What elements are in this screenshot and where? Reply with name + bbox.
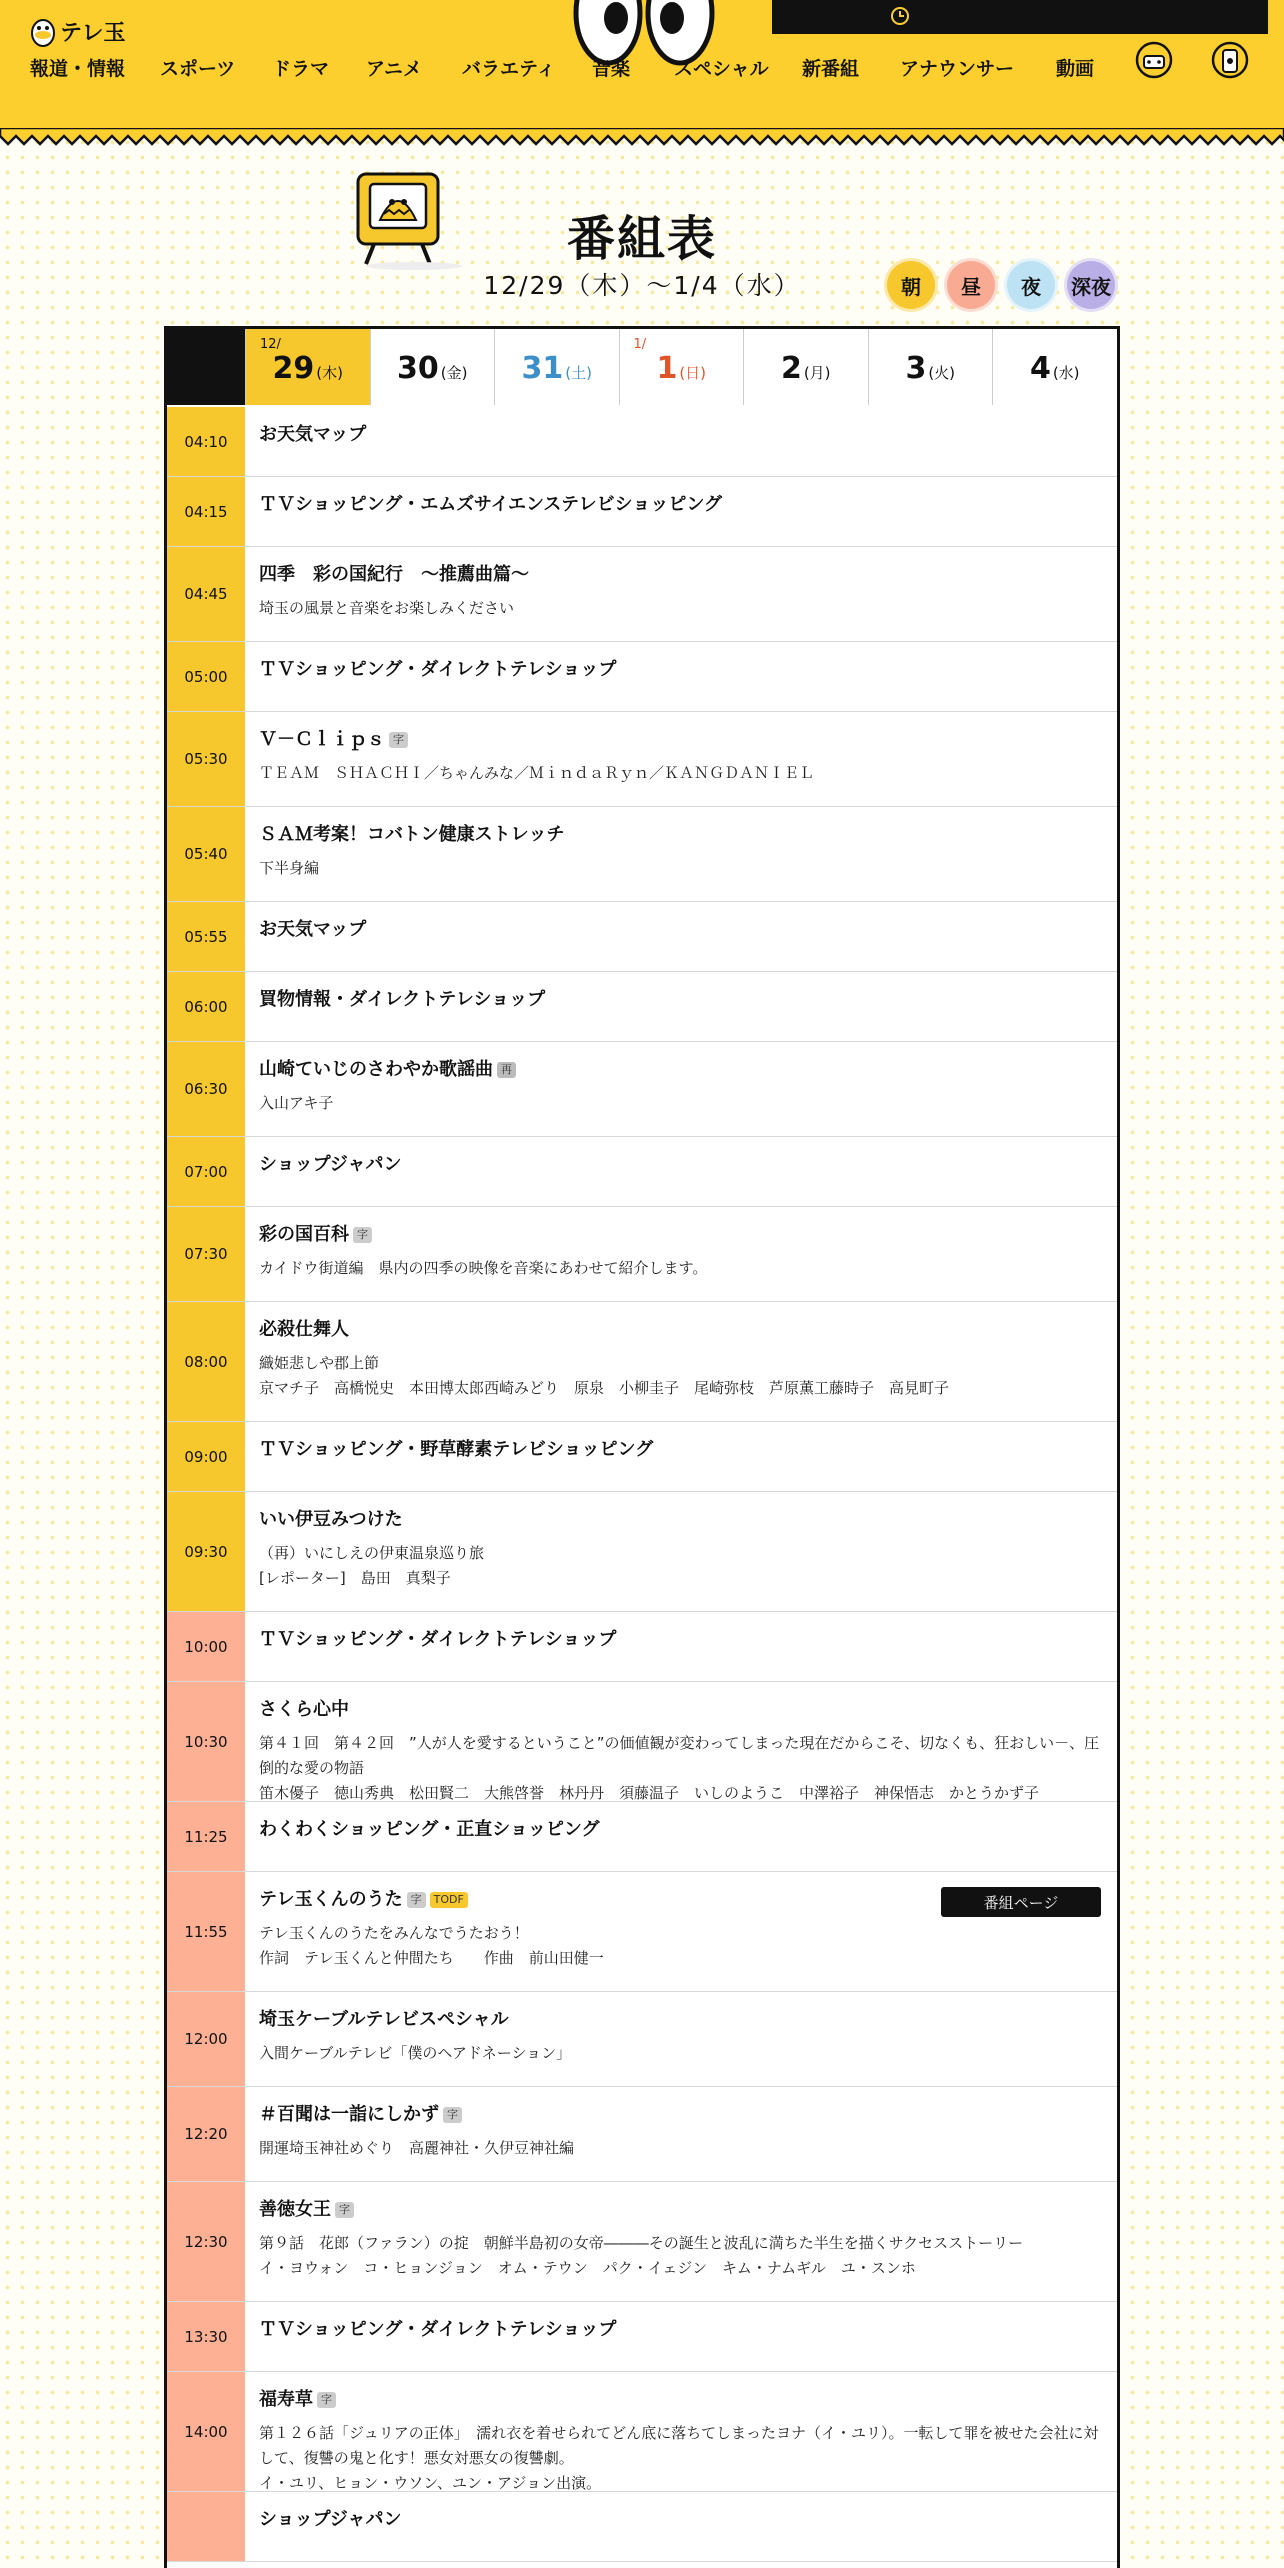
program-description: 下半身編 bbox=[259, 859, 320, 877]
program-title-line bbox=[259, 1224, 1103, 1246]
day-weekday: (土) bbox=[565, 364, 592, 382]
program-title-line bbox=[259, 2009, 1103, 2031]
program-title[interactable]: ＴＶショッピング・野草酵素テレビショッピング bbox=[259, 1439, 654, 1460]
program-row[interactable] bbox=[167, 1207, 1117, 1302]
program-title-line bbox=[259, 729, 1103, 751]
program-title[interactable]: 四季 彩の国紀行 ～推薦曲篇～ bbox=[259, 564, 529, 585]
program-description: 入山アキ子 bbox=[259, 1094, 334, 1112]
program-title-line bbox=[259, 1629, 1103, 1651]
program-description: 開運埼玉神社めぐり 高麗神社・久伊豆神社編 bbox=[259, 2139, 575, 2157]
day-number-wrap bbox=[246, 351, 370, 386]
program-info bbox=[259, 1509, 1103, 1591]
day-weekday: (水) bbox=[1052, 364, 1080, 382]
nav-music[interactable]: 音楽 bbox=[592, 58, 631, 80]
day-weekday: (月) bbox=[803, 364, 831, 382]
program-title[interactable]: 必殺仕舞人 bbox=[259, 1319, 349, 1340]
nav-anime[interactable]: アニメ bbox=[366, 58, 423, 80]
program-time: 09:00 bbox=[167, 1422, 245, 1491]
program-title[interactable]: Ｖ－Ｃｌｉｐｓ bbox=[259, 729, 385, 750]
program-title-line bbox=[259, 2199, 1103, 2221]
program-row[interactable] bbox=[167, 1302, 1117, 1422]
program-title-line bbox=[259, 424, 1103, 446]
program-row[interactable] bbox=[167, 1492, 1117, 1612]
program-title[interactable]: ＴＶショッピング・ダイレクトテレショップ bbox=[259, 2319, 617, 2340]
program-description: [レポーター] 島田 真梨子 bbox=[259, 1569, 451, 1587]
program-title[interactable]: ショップジャパン bbox=[259, 2509, 402, 2530]
program-title[interactable]: 埼玉ケーブルテレビスペシャル bbox=[259, 2009, 509, 2030]
logo[interactable] bbox=[30, 14, 126, 48]
tele-tama-data-icon[interactable] bbox=[1210, 40, 1250, 80]
nav-news[interactable]: 報道・情報 bbox=[30, 58, 126, 80]
program-row[interactable] bbox=[167, 1992, 1117, 2087]
program-title[interactable]: 彩の国百科 bbox=[259, 1224, 349, 1245]
morning-button[interactable]: 朝 bbox=[884, 258, 938, 312]
day-number: 1 bbox=[656, 351, 678, 386]
program-title[interactable]: わくわくショッピング・正直ショッピング bbox=[259, 1819, 600, 1840]
program-description: 埼玉の風景と音楽をお楽しみください bbox=[259, 599, 515, 617]
program-row[interactable] bbox=[167, 1612, 1117, 1682]
program-row[interactable] bbox=[167, 477, 1117, 547]
program-info bbox=[259, 1439, 1103, 1471]
clock-icon bbox=[890, 6, 910, 30]
program-info bbox=[259, 424, 1103, 456]
program-time: 11:25 bbox=[167, 1802, 245, 1871]
program-page-button[interactable]: 番組ページ bbox=[941, 1887, 1101, 1917]
program-row[interactable] bbox=[167, 1137, 1117, 1207]
day-number-wrap bbox=[744, 351, 868, 386]
program-tag: TODF bbox=[430, 1892, 468, 1908]
program-title[interactable]: 福寿草 bbox=[259, 2389, 313, 2410]
noon-button[interactable]: 昼 bbox=[944, 258, 998, 312]
day-weekday: (木) bbox=[316, 364, 343, 382]
program-description: 京マチ子 高橋悦史 本田博太郎西崎みどり 原泉 小柳圭子 尾崎弥枝 芦原薫工藤時子 高見町子 bbox=[259, 1379, 950, 1397]
program-time: 07:00 bbox=[167, 1137, 245, 1206]
program-description: 笛木優子 徳山秀典 松田賢二 大熊啓誉 林丹丹 須藤温子 いしのようこ 中澤裕子 神保悟志 かとうかず子 bbox=[259, 1784, 1040, 1802]
program-schedule-table bbox=[164, 326, 1120, 2568]
program-row[interactable] bbox=[167, 547, 1117, 642]
day-number-wrap bbox=[620, 351, 744, 386]
site-header bbox=[0, 0, 1284, 136]
day-tabs bbox=[167, 329, 1117, 405]
program-description: 作詞 テレ玉くんと仲間たち 作曲 前山田健一 bbox=[259, 1949, 604, 1967]
program-info bbox=[259, 2199, 1103, 2281]
day-tab-1[interactable] bbox=[619, 329, 744, 405]
nav-videos[interactable]: 動画 bbox=[1056, 58, 1095, 80]
program-time: 05:00 bbox=[167, 642, 245, 711]
program-title[interactable]: ＴＶショッピング・ダイレクトテレショップ bbox=[259, 1629, 617, 1650]
main-nav bbox=[0, 54, 1110, 84]
program-row[interactable] bbox=[167, 2302, 1117, 2372]
day-number-wrap bbox=[869, 351, 993, 386]
program-row[interactable] bbox=[167, 2372, 1117, 2492]
program-description: （再）いにしえの伊東温泉巡り旅 bbox=[259, 1544, 485, 1562]
program-description: イ・ユリ、ヒョン・ウソン、ユン・アジョン出演。 bbox=[259, 2474, 602, 2492]
day-number-wrap bbox=[993, 351, 1117, 386]
program-title[interactable]: ショップジャパン bbox=[259, 1154, 402, 1175]
program-info bbox=[259, 1154, 1103, 1186]
program-title-line bbox=[259, 919, 1103, 941]
program-title-line bbox=[259, 1319, 1103, 1341]
program-title-line bbox=[259, 564, 1103, 586]
table-corner bbox=[167, 329, 245, 405]
program-title-line bbox=[259, 2509, 1103, 2531]
program-info bbox=[259, 1699, 1103, 1806]
day-weekday: (金) bbox=[440, 364, 468, 382]
program-time: 05:55 bbox=[167, 902, 245, 971]
day-number: 4 bbox=[1029, 351, 1051, 386]
program-info bbox=[259, 824, 1103, 881]
day-tab-2[interactable] bbox=[743, 329, 868, 405]
program-title[interactable]: さくら心中 bbox=[259, 1699, 349, 1720]
program-tag: 字 bbox=[389, 732, 408, 748]
program-title-line bbox=[259, 1509, 1103, 1531]
program-title-line bbox=[259, 659, 1103, 681]
program-info bbox=[259, 989, 1103, 1021]
program-title-line bbox=[259, 1699, 1103, 1721]
program-title-line bbox=[259, 2104, 1103, 2126]
program-title[interactable]: ＴＶショッピング・エムズサイエンステレビショッピング bbox=[259, 494, 722, 515]
program-row[interactable] bbox=[167, 1872, 1117, 1992]
program-tag: 字 bbox=[443, 2107, 462, 2123]
program-time: 13:30 bbox=[167, 2302, 245, 2371]
nav-sports[interactable]: スポーツ bbox=[160, 58, 236, 80]
program-description: 第９話 花郎（ファラン）の掟 朝鮮半島初の女帝―――その誕生と波乱に満ちた半生を描くサクセスストーリー bbox=[259, 2234, 1024, 2252]
program-info bbox=[259, 2389, 1103, 2496]
program-row[interactable] bbox=[167, 1802, 1117, 1872]
program-description: イ・ヨウォン コ・ヒョンジョン オム・テウン パク・イェジン キム・ナムギル ユ・スンホ bbox=[259, 2259, 916, 2277]
program-time: 04:15 bbox=[167, 477, 245, 546]
top-info-bar bbox=[772, 0, 1268, 34]
program-description: ＴＥＡＭ ＳＨＡＣＨＩ／ちゃんみな／ＭｉｎｄａＲｙｎ／ＫＡＮＧＤＡＮＩＥＬ bbox=[259, 764, 815, 782]
program-title-line bbox=[259, 2389, 1103, 2411]
program-time: 07:30 bbox=[167, 1207, 245, 1301]
day-number: 30 bbox=[397, 351, 439, 386]
day-weekday: (火) bbox=[928, 364, 956, 382]
program-info bbox=[259, 2509, 1103, 2541]
day-tab-3[interactable] bbox=[868, 329, 993, 405]
program-title[interactable]: いい伊豆みつけた bbox=[259, 1509, 403, 1530]
logo-text: テレ玉 bbox=[60, 20, 126, 46]
program-description: 織姫悲しや郡上節 bbox=[259, 1354, 380, 1372]
program-time: 14:00 bbox=[167, 2372, 245, 2491]
program-time: 12:20 bbox=[167, 2087, 245, 2181]
program-time bbox=[167, 2492, 245, 2561]
program-info bbox=[259, 2104, 1103, 2161]
program-row[interactable] bbox=[167, 972, 1117, 1042]
program-info bbox=[259, 1629, 1103, 1661]
program-info bbox=[259, 919, 1103, 951]
day-tab-31[interactable] bbox=[494, 329, 619, 405]
program-title-line bbox=[259, 824, 1103, 846]
program-info bbox=[259, 1819, 1103, 1851]
program-title-line bbox=[259, 1059, 1103, 1081]
program-description: テレ玉くんのうたをみんなでうたおう！ bbox=[259, 1924, 529, 1942]
program-info bbox=[259, 1059, 1103, 1116]
day-number: 29 bbox=[272, 351, 315, 386]
program-description: カイドウ街道編 県内の四季の映像を音楽にあわせて紹介します。 bbox=[259, 1259, 708, 1277]
program-title-line bbox=[259, 494, 1103, 516]
program-tag: 字 bbox=[353, 1227, 372, 1243]
program-row[interactable] bbox=[167, 807, 1117, 902]
tele-tama-mascot-icon bbox=[30, 14, 56, 48]
day-tab-30[interactable] bbox=[370, 329, 495, 405]
program-row[interactable] bbox=[167, 1682, 1117, 1802]
day-weekday: (日) bbox=[679, 364, 707, 382]
program-time: 12:00 bbox=[167, 1992, 245, 2086]
program-title-line bbox=[259, 2319, 1103, 2341]
night-button[interactable]: 夜 bbox=[1004, 258, 1058, 312]
program-description: 第４１回 第４２回 ”人が人を愛するということ”の価値観が変わってしまった現在だからこそ、切なくも、狂おしい－、圧倒的な愛の物語 bbox=[259, 1734, 1100, 1777]
program-title[interactable]: テレ玉くんのうた bbox=[259, 1889, 403, 1910]
program-time: 08:00 bbox=[167, 1302, 245, 1421]
nav-announcers[interactable]: アナウンサー bbox=[900, 58, 1015, 80]
day-number: 31 bbox=[521, 351, 564, 386]
program-row[interactable] bbox=[167, 2182, 1117, 2302]
page-title: 番組表 bbox=[566, 211, 717, 267]
day-tab-29[interactable] bbox=[245, 329, 370, 405]
day-month: 12/ bbox=[260, 337, 281, 352]
tele-tama-app-icon[interactable] bbox=[1134, 40, 1174, 80]
program-title[interactable]: お天気マップ bbox=[259, 424, 367, 445]
program-info bbox=[259, 494, 1103, 526]
program-tag: 再 bbox=[497, 1062, 516, 1078]
day-month: 1/ bbox=[633, 337, 647, 352]
day-number-wrap bbox=[495, 351, 619, 386]
program-row[interactable] bbox=[167, 1042, 1117, 1137]
program-info bbox=[259, 564, 1103, 621]
program-row[interactable] bbox=[167, 642, 1117, 712]
program-row[interactable] bbox=[167, 712, 1117, 807]
program-title-line bbox=[259, 1439, 1103, 1461]
program-title[interactable]: ＃百聞は一詣にしかず bbox=[259, 2104, 439, 2125]
program-time: 05:30 bbox=[167, 712, 245, 806]
program-row[interactable] bbox=[167, 2492, 1117, 2562]
program-tag: 字 bbox=[335, 2202, 354, 2218]
program-time: 06:30 bbox=[167, 1042, 245, 1136]
program-title-line bbox=[259, 1154, 1103, 1176]
nav-new-programs[interactable]: 新番組 bbox=[802, 58, 860, 80]
program-info bbox=[259, 2009, 1103, 2066]
program-info bbox=[259, 1319, 1103, 1401]
program-time: 04:45 bbox=[167, 547, 245, 641]
program-info bbox=[259, 729, 1103, 786]
program-time: 12:30 bbox=[167, 2182, 245, 2301]
program-title[interactable]: ＴＶショッピング・ダイレクトテレショップ bbox=[259, 659, 617, 680]
nav-variety[interactable]: バラエティ bbox=[462, 58, 556, 80]
program-title[interactable]: 山崎ていじのさわやか歌謡曲 bbox=[259, 1059, 493, 1080]
date-range: 12/29（木）〜1/4（水） bbox=[483, 271, 801, 300]
program-time: 11:55 bbox=[167, 1872, 245, 1991]
program-title-line bbox=[259, 1819, 1103, 1841]
nav-special[interactable]: スペシャル bbox=[674, 58, 769, 80]
program-tag: 字 bbox=[317, 2392, 336, 2408]
program-title[interactable]: 善徳女王 bbox=[259, 2199, 331, 2220]
program-row[interactable] bbox=[167, 2087, 1117, 2182]
day-tab-4[interactable] bbox=[992, 329, 1117, 405]
program-time: 10:00 bbox=[167, 1612, 245, 1681]
program-title[interactable]: お天気マップ bbox=[259, 919, 367, 940]
late-night-button[interactable]: 深夜 bbox=[1064, 258, 1118, 312]
program-time: 06:00 bbox=[167, 972, 245, 1041]
program-description: 第１２６話「ジュリアの正体」 濡れ衣を着せられてどん底に落ちてしまったヨナ（イ・ユリ）。一転して罪を被せた会社に対して、復讐の鬼と化す！悪女対悪女の復讐劇。 bbox=[259, 2424, 1099, 2467]
program-info bbox=[259, 2319, 1103, 2351]
nav-drama[interactable]: ドラマ bbox=[272, 58, 330, 80]
program-info bbox=[259, 659, 1103, 691]
day-number: 3 bbox=[905, 351, 927, 386]
day-number-wrap bbox=[371, 351, 495, 386]
program-tag: 字 bbox=[407, 1892, 426, 1908]
program-time: 05:40 bbox=[167, 807, 245, 901]
program-row[interactable] bbox=[167, 902, 1117, 972]
program-info bbox=[259, 1224, 1103, 1281]
program-title[interactable]: 買物情報・ダイレクトテレショップ bbox=[259, 989, 546, 1010]
program-row[interactable] bbox=[167, 407, 1117, 477]
day-number: 2 bbox=[780, 351, 802, 386]
program-time: 10:30 bbox=[167, 1682, 245, 1801]
program-row[interactable] bbox=[167, 1422, 1117, 1492]
program-title[interactable]: ＳＡＭ考案！コバトン健康ストレッチ bbox=[259, 824, 565, 845]
program-time: 09:30 bbox=[167, 1492, 245, 1611]
program-description: 入間ケーブルテレビ「僕のヘアドネーション」 bbox=[259, 2044, 572, 2062]
header-zigzag-edge bbox=[0, 128, 1284, 148]
program-time: 04:10 bbox=[167, 407, 245, 476]
program-title-line bbox=[259, 989, 1103, 1011]
